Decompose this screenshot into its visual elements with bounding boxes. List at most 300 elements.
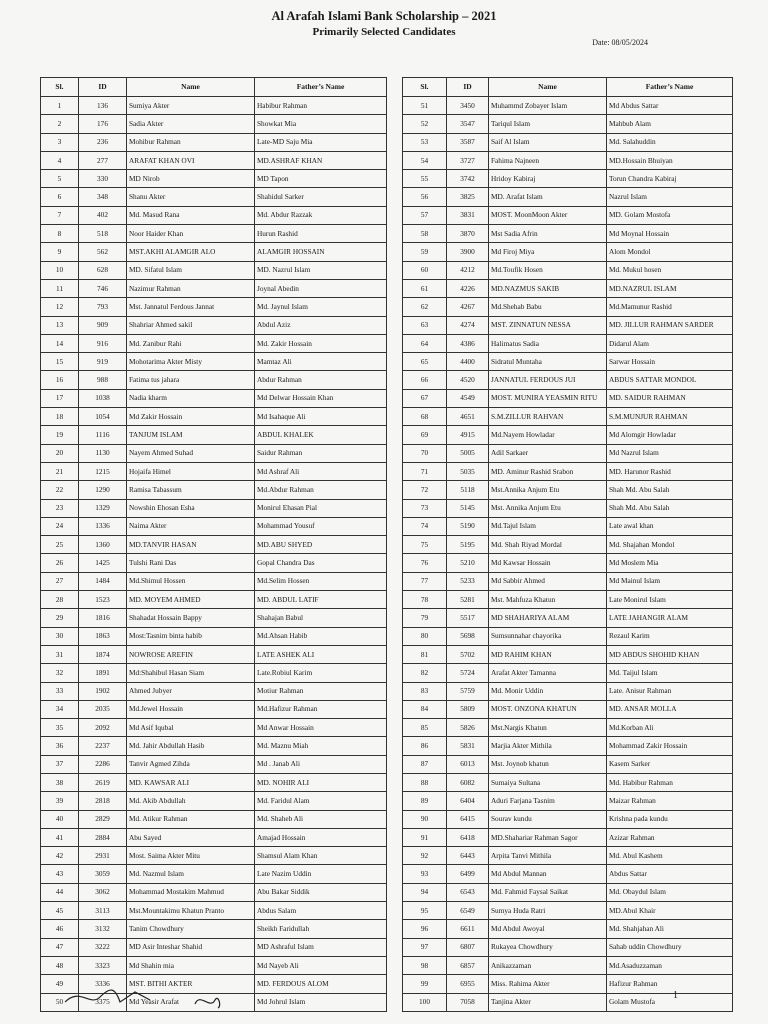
header-name: Name (127, 78, 255, 97)
table-row (403, 408, 733, 426)
document-title: Al Arafah Islami Bank Scholarship – 2021 (271, 9, 497, 23)
table-row (41, 700, 387, 718)
table-row (41, 828, 387, 846)
cell-name: Md Kawsar Hossain (489, 554, 607, 572)
cell-name: MOST. ONZONA KHATUN (489, 700, 607, 718)
cell-sl: 95 (403, 902, 447, 920)
cell-father-name: Sahab uddin Chowdhury (607, 938, 733, 956)
cell-sl: 11 (41, 279, 79, 297)
cell-name: Saif Al Islam (489, 133, 607, 151)
cell-name: MD. KAWSAR ALI (127, 773, 255, 791)
cell-name: Shahriar Ahmed sakil (127, 316, 255, 334)
cell-sl: 5 (41, 170, 79, 188)
cell-name: Md Shahin mia (127, 956, 255, 974)
header-father-name: Father’s Name (607, 78, 733, 97)
cell-id: 3742 (447, 170, 489, 188)
cell-father-name: ABDUS SATTAR MONDOL (607, 371, 733, 389)
cell-sl: 3 (41, 133, 79, 151)
cell-sl: 74 (403, 517, 447, 535)
cell-id: 1891 (79, 664, 127, 682)
cell-father-name: Md. Jaynul Islam (255, 298, 387, 316)
cell-name: Hojaifa Himel (127, 462, 255, 480)
cell-father-name: Md. Obaydul Islam (607, 883, 733, 901)
cell-name: Md. Atikur Rahman (127, 810, 255, 828)
cell-id: 2931 (79, 847, 127, 865)
cell-id: 6549 (447, 902, 489, 920)
cell-father-name: MD.Hossain Bhuiyan (607, 151, 733, 169)
cell-name: Mohotarima Akter Misty (127, 353, 255, 371)
table-row (403, 792, 733, 810)
cell-name: Md Firoj Miya (489, 243, 607, 261)
cell-id: 4226 (447, 279, 489, 297)
cell-father-name: Md Nazrul Islam (607, 444, 733, 462)
cell-name: Tanim Chowdhury (127, 920, 255, 938)
cell-father-name: Md. Habibur Rahman (607, 773, 733, 791)
cell-name: Mst. Mahfuza Khatun (489, 591, 607, 609)
cell-sl: 75 (403, 536, 447, 554)
table-row (41, 499, 387, 517)
cell-father-name: Md.Korban Ali (607, 719, 733, 737)
cell-father-name: Joynal Abedin (255, 279, 387, 297)
table-row (403, 993, 733, 1011)
cell-sl: 18 (41, 408, 79, 426)
cell-father-name: Md. Shaheb Ali (255, 810, 387, 828)
cell-name: Sadia Akter (127, 115, 255, 133)
cell-father-name: Late.Robiul Karim (255, 664, 387, 682)
cell-father-name: MD.ABU SHYED (255, 536, 387, 554)
cell-id: 3113 (79, 902, 127, 920)
cell-sl: 81 (403, 645, 447, 663)
cell-id: 5281 (447, 591, 489, 609)
cell-sl: 69 (403, 426, 447, 444)
cell-name: Most. Saima Akter Mitu (127, 847, 255, 865)
table-row (41, 481, 387, 499)
cell-sl: 36 (41, 737, 79, 755)
cell-sl: 28 (41, 591, 79, 609)
cell-name: Md.Toufik Hosen (489, 261, 607, 279)
cell-father-name: Abdus Sattar (607, 865, 733, 883)
cell-id: 3547 (447, 115, 489, 133)
cell-id: 5517 (447, 609, 489, 627)
cell-sl: 88 (403, 773, 447, 791)
cell-sl: 68 (403, 408, 447, 426)
cell-id: 3587 (447, 133, 489, 151)
cell-id: 4400 (447, 353, 489, 371)
table-row (41, 170, 387, 188)
cell-name: Marjia Akter Mithila (489, 737, 607, 755)
cell-father-name: Shah Md. Abu Salah (607, 499, 733, 517)
cell-name: Sumaiya Sultana (489, 773, 607, 791)
cell-father-name: Kasem Sarker (607, 755, 733, 773)
cell-sl: 58 (403, 225, 447, 243)
cell-name: Halimatus Sadia (489, 334, 607, 352)
cell-father-name: Shahidul Sarker (255, 188, 387, 206)
cell-father-name: Abdur Rahman (255, 371, 387, 389)
cell-name: Tanvir Agmed Zihda (127, 755, 255, 773)
table-row (41, 902, 387, 920)
cell-id: 6543 (447, 883, 489, 901)
cell-sl: 94 (403, 883, 447, 901)
cell-father-name: Abdus Salam (255, 902, 387, 920)
cell-id: 1816 (79, 609, 127, 627)
cell-sl: 49 (41, 975, 79, 993)
cell-id: 916 (79, 334, 127, 352)
cell-father-name: MD.NAZRUL ISLAM (607, 279, 733, 297)
table-row (403, 902, 733, 920)
cell-sl: 83 (403, 682, 447, 700)
table-row (41, 865, 387, 883)
cell-father-name: Md.Hafizur Rahman (255, 700, 387, 718)
cell-name: Ramisa Tabassum (127, 481, 255, 499)
cell-father-name: Gopal Chandra Das (255, 554, 387, 572)
cell-sl: 15 (41, 353, 79, 371)
cell-father-name: MD Tapon (255, 170, 387, 188)
cell-id: 2818 (79, 792, 127, 810)
cell-id: 3336 (79, 975, 127, 993)
cell-id: 2286 (79, 755, 127, 773)
table-row (403, 444, 733, 462)
cell-name: Aduri Farjana Tasnim (489, 792, 607, 810)
table-row (403, 133, 733, 151)
cell-name: Md.Nayem Howladar (489, 426, 607, 444)
table-row (41, 115, 387, 133)
cell-name: MST.AKHI ALAMGIR ALO (127, 243, 255, 261)
cell-father-name: MD. Nazrul Islam (255, 261, 387, 279)
cell-name: MST. BITHI AKTER (127, 975, 255, 993)
cell-sl: 10 (41, 261, 79, 279)
cell-name: Miss. Rahima Akter (489, 975, 607, 993)
table-row (403, 481, 733, 499)
cell-name: Tanjina Akter (489, 993, 607, 1011)
header-sl: Sl. (41, 78, 79, 97)
cell-sl: 38 (41, 773, 79, 791)
cell-sl: 26 (41, 554, 79, 572)
cell-father-name: Abu Bakar Siddik (255, 883, 387, 901)
cell-father-name: Saidur Rahman (255, 444, 387, 462)
cell-name: Mst. Annika Anjum Etu (489, 499, 607, 517)
table-row (403, 517, 733, 535)
cell-father-name: Mohammad Yousuf (255, 517, 387, 535)
cell-father-name: ABDUL KHALEK (255, 426, 387, 444)
cell-father-name: Md. Abdur Razzak (255, 206, 387, 224)
cell-father-name: Md.Asaduzzaman (607, 956, 733, 974)
cell-name: Hridoy Kabiraj (489, 170, 607, 188)
cell-name: Naima Akter (127, 517, 255, 535)
cell-name: MD Asir Inteshar Shahid (127, 938, 255, 956)
cell-name: Md Yeasir Arafat (127, 993, 255, 1011)
cell-name: Md. Zanibur Rahi (127, 334, 255, 352)
cell-id: 348 (79, 188, 127, 206)
cell-father-name: LATE ASHEK ALI (255, 645, 387, 663)
cell-sl: 31 (41, 645, 79, 663)
cell-name: NOWROSE AREFIN (127, 645, 255, 663)
cell-id: 6611 (447, 920, 489, 938)
cell-id: 1116 (79, 426, 127, 444)
table-row (403, 773, 733, 791)
table-row (403, 645, 733, 663)
cell-father-name: Hafizur Rahman (607, 975, 733, 993)
cell-sl: 25 (41, 536, 79, 554)
table-row (41, 755, 387, 773)
table-row (41, 334, 387, 352)
cell-id: 6807 (447, 938, 489, 956)
cell-id: 1215 (79, 462, 127, 480)
cell-sl: 45 (41, 902, 79, 920)
cell-sl: 2 (41, 115, 79, 133)
cell-id: 1484 (79, 572, 127, 590)
cell-sl: 65 (403, 353, 447, 371)
cell-sl: 62 (403, 298, 447, 316)
cell-father-name: Habibur Rahman (255, 97, 387, 115)
cell-father-name: Alom Mondol (607, 243, 733, 261)
cell-sl: 39 (41, 792, 79, 810)
table-row (403, 206, 733, 224)
cell-id: 3900 (447, 243, 489, 261)
cell-sl: 79 (403, 609, 447, 627)
cell-id: 2092 (79, 719, 127, 737)
table-row (41, 389, 387, 407)
cell-father-name: Md Isahaque Ali (255, 408, 387, 426)
cell-father-name: Md Johrul Islam (255, 993, 387, 1011)
cell-name: MD. Aminur Rashid Srabon (489, 462, 607, 480)
cell-id: 5759 (447, 682, 489, 700)
cell-sl: 30 (41, 627, 79, 645)
cell-sl: 43 (41, 865, 79, 883)
cell-name: Nayem Ahmed Suhad (127, 444, 255, 462)
table-row (41, 536, 387, 554)
cell-id: 4915 (447, 426, 489, 444)
cell-id: 6499 (447, 865, 489, 883)
cell-name: Fahima Najneen (489, 151, 607, 169)
cell-sl: 32 (41, 664, 79, 682)
cell-id: 236 (79, 133, 127, 151)
cell-sl: 16 (41, 371, 79, 389)
cell-name: Nadia kharm (127, 389, 255, 407)
cell-sl: 80 (403, 627, 447, 645)
table-row (41, 517, 387, 535)
cell-id: 919 (79, 353, 127, 371)
cell-sl: 67 (403, 389, 447, 407)
cell-father-name: Late. Anisur Rahman (607, 682, 733, 700)
cell-father-name: Shamsul Alam Khan (255, 847, 387, 865)
cell-sl: 77 (403, 572, 447, 590)
cell-name: MOST. MoonMoon Akter (489, 206, 607, 224)
cell-name: Abu Sayed (127, 828, 255, 846)
cell-id: 1425 (79, 554, 127, 572)
cell-name: Fatima tus jahara (127, 371, 255, 389)
table-row (403, 462, 733, 480)
cell-sl: 14 (41, 334, 79, 352)
cell-name: Mst. Jannatul Ferdous Jannat (127, 298, 255, 316)
table-row (41, 883, 387, 901)
table-row (403, 151, 733, 169)
cell-father-name: Rezaul Karim (607, 627, 733, 645)
table-row (403, 389, 733, 407)
cell-sl: 86 (403, 737, 447, 755)
table-row (403, 591, 733, 609)
table-row (41, 956, 387, 974)
table-row (41, 426, 387, 444)
cell-father-name: Md. Faridul Alam (255, 792, 387, 810)
cell-name: Md Abdul Awoyal (489, 920, 607, 938)
table-row (403, 115, 733, 133)
cell-father-name: Mohammad Zakir Hossain (607, 737, 733, 755)
cell-father-name: Motiur Rahman (255, 682, 387, 700)
cell-sl: 93 (403, 865, 447, 883)
cell-father-name: Md.Selim Hossen (255, 572, 387, 590)
cell-name: Md. Fahmid Faysal Saikat (489, 883, 607, 901)
cell-sl: 50 (41, 993, 79, 1011)
cell-id: 6013 (447, 755, 489, 773)
table-row (403, 664, 733, 682)
cell-sl: 56 (403, 188, 447, 206)
cell-id: 5831 (447, 737, 489, 755)
cell-sl: 37 (41, 755, 79, 773)
cell-name: JANNATUL FERDOUS JUI (489, 371, 607, 389)
cell-name: Sidratul Muntaha (489, 353, 607, 371)
cell-name: Mst. Joynob khatun (489, 755, 607, 773)
cell-name: Md.Shehab Babu (489, 298, 607, 316)
cell-father-name: MD. ABDUL LATIF (255, 591, 387, 609)
cell-id: 5233 (447, 572, 489, 590)
table-row (41, 133, 387, 151)
cell-father-name: MD. NOHIR ALI (255, 773, 387, 791)
cell-id: 6404 (447, 792, 489, 810)
header-sl: Sl. (403, 78, 447, 97)
cell-father-name: MD. SAIDUR RAHMAN (607, 389, 733, 407)
header-id: ID (447, 78, 489, 97)
cell-name: ARAFAT KHAN OVI (127, 151, 255, 169)
table-row (403, 261, 733, 279)
cell-id: 6415 (447, 810, 489, 828)
cell-name: MD Nirob (127, 170, 255, 188)
cell-sl: 60 (403, 261, 447, 279)
cell-sl: 89 (403, 792, 447, 810)
cell-name: Sumsunnahar chayorika (489, 627, 607, 645)
table-row (41, 682, 387, 700)
page-number: 1 (673, 990, 678, 1001)
cell-father-name: Md. Maznu Miah (255, 737, 387, 755)
cell-name: Md Abdul Mannan (489, 865, 607, 883)
cell-id: 5702 (447, 645, 489, 663)
cell-id: 3375 (79, 993, 127, 1011)
cell-sl: 53 (403, 133, 447, 151)
table-row (41, 444, 387, 462)
cell-father-name: MD.ASHRAF KHAN (255, 151, 387, 169)
cell-id: 402 (79, 206, 127, 224)
cell-id: 1054 (79, 408, 127, 426)
cell-id: 4212 (447, 261, 489, 279)
cell-name: MD. Arafat Islam (489, 188, 607, 206)
cell-sl: 91 (403, 828, 447, 846)
cell-name: Shahadat Hossain Bappy (127, 609, 255, 627)
cell-name: Sourav kundu (489, 810, 607, 828)
cell-id: 5005 (447, 444, 489, 462)
table-row (403, 975, 733, 993)
cell-sl: 85 (403, 719, 447, 737)
cell-sl: 4 (41, 151, 79, 169)
cell-name: MD. Sifatul Islam (127, 261, 255, 279)
cell-sl: 8 (41, 225, 79, 243)
cell-sl: 17 (41, 389, 79, 407)
cell-id: 2829 (79, 810, 127, 828)
cell-father-name: MD Ashraful Islam (255, 938, 387, 956)
cell-name: MST. ZINNATUN NESSA (489, 316, 607, 334)
cell-father-name: Didarul Alam (607, 334, 733, 352)
cell-name: Md:Shahibul Hasan Siam (127, 664, 255, 682)
cell-id: 330 (79, 170, 127, 188)
cell-father-name: Md Abdus Sattar (607, 97, 733, 115)
cell-id: 5035 (447, 462, 489, 480)
cell-name: Nowshin Ehosan Esha (127, 499, 255, 517)
cell-id: 746 (79, 279, 127, 297)
cell-sl: 35 (41, 719, 79, 737)
cell-name: Md.Tajul Islam (489, 517, 607, 535)
table-row (41, 591, 387, 609)
cell-father-name: Md Moslem Mia (607, 554, 733, 572)
cell-name: Md. Masud Rana (127, 206, 255, 224)
table-row (403, 316, 733, 334)
table-row (403, 938, 733, 956)
cell-id: 4386 (447, 334, 489, 352)
cell-name: Mst Sadia Afrin (489, 225, 607, 243)
cell-id: 1130 (79, 444, 127, 462)
cell-father-name: Torun Chandra Kabiraj (607, 170, 733, 188)
cell-father-name: Md Nayeb Ali (255, 956, 387, 974)
table-header-row (403, 78, 733, 97)
cell-name: MD RAHIM KHAN (489, 645, 607, 663)
cell-id: 1336 (79, 517, 127, 535)
table-row (403, 279, 733, 297)
cell-name: Tulshi Rani Das (127, 554, 255, 572)
table-row (41, 225, 387, 243)
cell-name: Mst.Annika Anjum Etu (489, 481, 607, 499)
cell-id: 4651 (447, 408, 489, 426)
cell-id: 988 (79, 371, 127, 389)
cell-father-name: Mamtaz Ali (255, 353, 387, 371)
table-header-row (41, 78, 387, 97)
cell-name: Mst.Mountakimu Khatun Pranto (127, 902, 255, 920)
cell-father-name: Md Moynal Hossain (607, 225, 733, 243)
cell-father-name: LATE JAHANGIR ALAM (607, 609, 733, 627)
cell-name: Anikazzaman (489, 956, 607, 974)
cell-id: 6418 (447, 828, 489, 846)
cell-sl: 24 (41, 517, 79, 535)
cell-father-name: MD.Abul Khair (607, 902, 733, 920)
table-row (403, 426, 733, 444)
cell-name: Md Zakir Hossain (127, 408, 255, 426)
cell-sl: 40 (41, 810, 79, 828)
cell-sl: 97 (403, 938, 447, 956)
document-date: Date: 08/05/2024 (592, 38, 648, 47)
cell-id: 6955 (447, 975, 489, 993)
cell-sl: 78 (403, 591, 447, 609)
table-row (41, 627, 387, 645)
cell-id: 2237 (79, 737, 127, 755)
table-row (403, 719, 733, 737)
table-row (41, 97, 387, 115)
cell-id: 4520 (447, 371, 489, 389)
cell-name: Noor Haider Khan (127, 225, 255, 243)
cell-father-name: Sarwar Hossain (607, 353, 733, 371)
table-row (403, 920, 733, 938)
cell-father-name: Late Nazim Uddin (255, 865, 387, 883)
cell-sl: 33 (41, 682, 79, 700)
cell-father-name: Md.Mamunur Rashid (607, 298, 733, 316)
document-subtitle: Primarily Selected Candidates (312, 26, 456, 38)
cell-sl: 47 (41, 938, 79, 956)
cell-father-name: MD. ANSAR MOLLA (607, 700, 733, 718)
